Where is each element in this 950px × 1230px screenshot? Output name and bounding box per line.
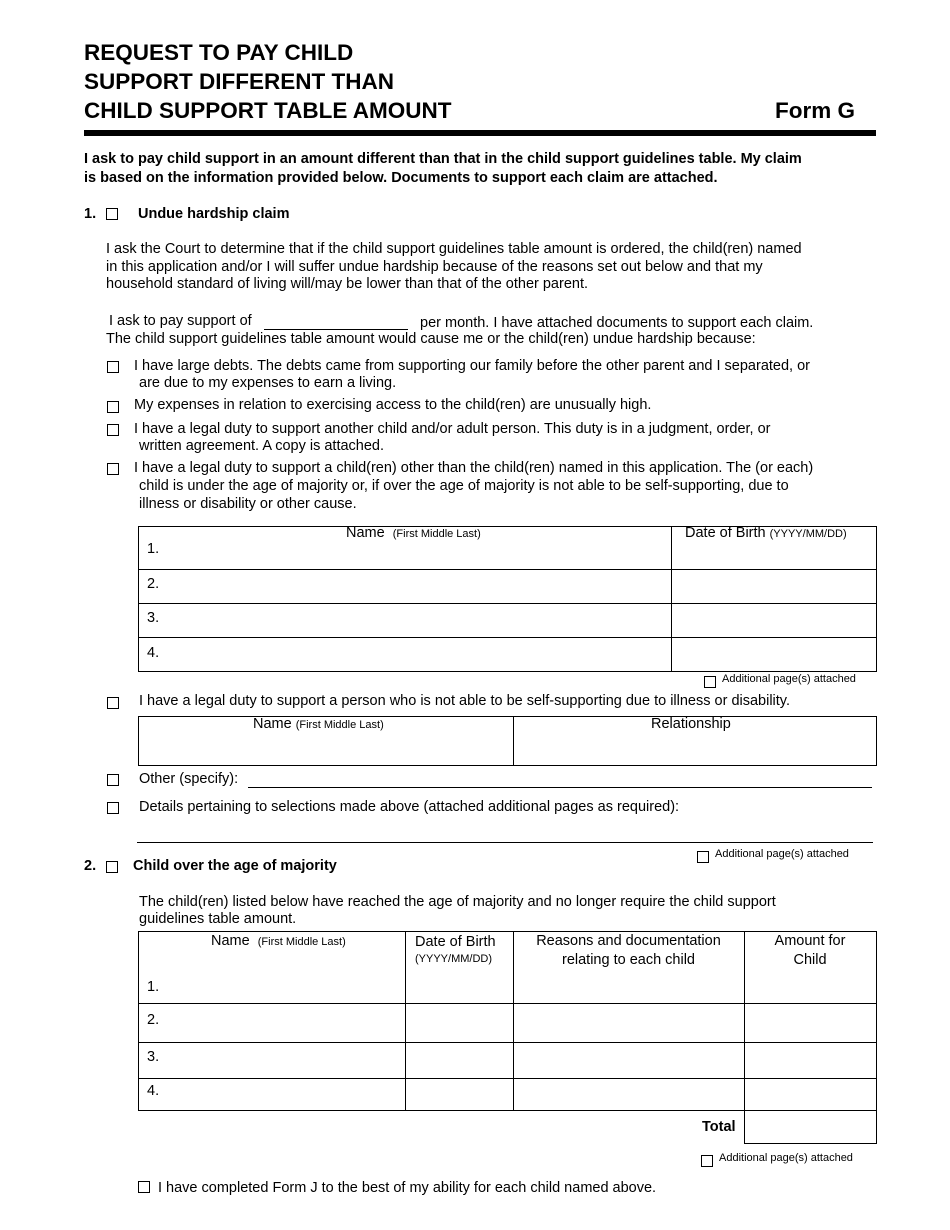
reason-other-child-line-1: I have a legal duty to support a child(ren) other than the child(ren) named in this application. The (or each) <box>134 460 814 476</box>
row-number: 1. <box>147 979 160 995</box>
reason-legal-duty-checkbox[interactable] <box>107 424 119 436</box>
form-title-line-1: REQUEST TO PAY CHILD <box>84 40 354 65</box>
total-label: Total <box>702 1119 736 1135</box>
form-j-label: I have completed Form J to the best of my ability for each child named above. <box>158 1180 657 1196</box>
because-line: The child support guidelines table amount would cause me or the child(ren) undue hardship because: <box>106 331 756 347</box>
children-table <box>138 526 877 672</box>
row-number: 4. <box>147 1083 160 1099</box>
reason-access-checkbox[interactable] <box>107 401 119 413</box>
row-number: 4. <box>147 645 160 661</box>
person-name-header: Name (First Middle Last) <box>253 716 384 732</box>
person-duty-label: I have a legal duty to support a person who is not able to be self-supporting due to illness or disability. <box>139 693 791 709</box>
reason-other-child-line-2: child is under the age of majority or, if over the age of majority is not able to be self-supporting, due to <box>139 478 789 494</box>
additional-pages-checkbox[interactable] <box>704 676 716 688</box>
additional-pages-label-2: Additional page(s) attached <box>715 848 849 860</box>
pay-amount-field[interactable] <box>264 329 408 330</box>
form-title-line-2: SUPPORT DIFFERENT THAN <box>84 69 395 94</box>
reason-legal-duty-line-2: written agreement. A copy is attached. <box>139 438 385 454</box>
section1-number: 1. <box>84 206 97 222</box>
row-number: 2. <box>147 576 160 592</box>
section1-para-3: household standard of living will/may be lower than that of the other parent. <box>106 276 589 292</box>
additional-pages-checkbox-3[interactable] <box>701 1155 713 1167</box>
pay-suffix: per month. I have attached documents to support each claim. <box>420 315 814 331</box>
intro-line-2: is based on the information provided below. Documents to support each claim are attached. <box>84 170 718 186</box>
majority-table <box>138 931 877 1111</box>
reason-other-child-checkbox[interactable] <box>107 463 119 475</box>
row-number: 3. <box>147 610 160 626</box>
relationship-header: Relationship <box>651 716 731 732</box>
additional-pages-label: Additional page(s) attached <box>722 673 856 685</box>
section2-heading: Child over the age of majority <box>133 858 337 874</box>
additional-pages-label-3: Additional page(s) attached <box>719 1152 853 1164</box>
amount-header-1: Amount for <box>774 933 846 949</box>
reason-debts-checkbox[interactable] <box>107 361 119 373</box>
section1-para-1: I ask the Court to determine that if the child support guidelines table amount is ordered, the child(ren) named <box>106 241 802 257</box>
form-j-checkbox[interactable] <box>138 1181 150 1193</box>
row-number: 1. <box>147 541 160 557</box>
header-rule <box>84 130 876 136</box>
dob-header: Date of Birth (YYYY/MM/DD) <box>685 525 847 541</box>
section1-checkbox[interactable] <box>106 208 118 220</box>
row-number: 3. <box>147 1049 160 1065</box>
amount-header-2: Child <box>793 952 827 968</box>
details-label: Details pertaining to selections made above (attached additional pages as required): <box>139 799 680 815</box>
reason-debts-line-2: are due to my expenses to earn a living. <box>139 375 397 391</box>
form-label: Form G <box>775 98 856 123</box>
section1-heading: Undue hardship claim <box>138 206 290 222</box>
pay-prefix: I ask to pay support of <box>109 313 252 329</box>
name-header: Name (First Middle Last) <box>346 525 481 541</box>
other-label: Other (specify): <box>139 771 239 787</box>
other-specify-field[interactable] <box>248 787 872 788</box>
section2-checkbox[interactable] <box>106 861 118 873</box>
details-field[interactable] <box>137 842 873 843</box>
majority-dob-header: Date of Birth <box>415 934 496 950</box>
section1-para-2: in this application and/or I will suffer undue hardship because of the reasons set out below and that my <box>106 259 763 275</box>
reason-legal-duty-line-1: I have a legal duty to support another child and/or adult person. This duty is in a judgment, order, or <box>134 421 771 437</box>
additional-pages-checkbox-2[interactable] <box>697 851 709 863</box>
section2-para-2: guidelines table amount. <box>139 911 297 927</box>
person-duty-checkbox[interactable] <box>107 697 119 709</box>
section2-para-1: The child(ren) listed below have reached the age of majority and no longer require the child support <box>139 894 776 910</box>
form-title-line-3: CHILD SUPPORT TABLE AMOUNT <box>84 98 452 123</box>
majority-dob-hint: (YYYY/MM/DD) <box>415 953 492 965</box>
reason-other-child-line-3: illness or disability or other cause. <box>139 496 357 512</box>
intro-line-1: I ask to pay child support in an amount different than that in the child support guidelines table. My claim <box>84 151 802 167</box>
reasons-header-1: Reasons and documentation <box>536 933 721 949</box>
details-checkbox[interactable] <box>107 802 119 814</box>
total-field[interactable] <box>744 1110 877 1144</box>
reasons-header-2: relating to each child <box>562 952 695 968</box>
reason-access-line-1: My expenses in relation to exercising access to the child(ren) are unusually high. <box>134 397 652 413</box>
person-table <box>138 716 877 766</box>
section2-number: 2. <box>84 858 97 874</box>
other-checkbox[interactable] <box>107 774 119 786</box>
majority-name-header: Name (First Middle Last) <box>211 933 346 949</box>
reason-debts-line-1: I have large debts. The debts came from supporting our family before the other parent and I separated, or <box>134 358 810 374</box>
row-number: 2. <box>147 1012 160 1028</box>
